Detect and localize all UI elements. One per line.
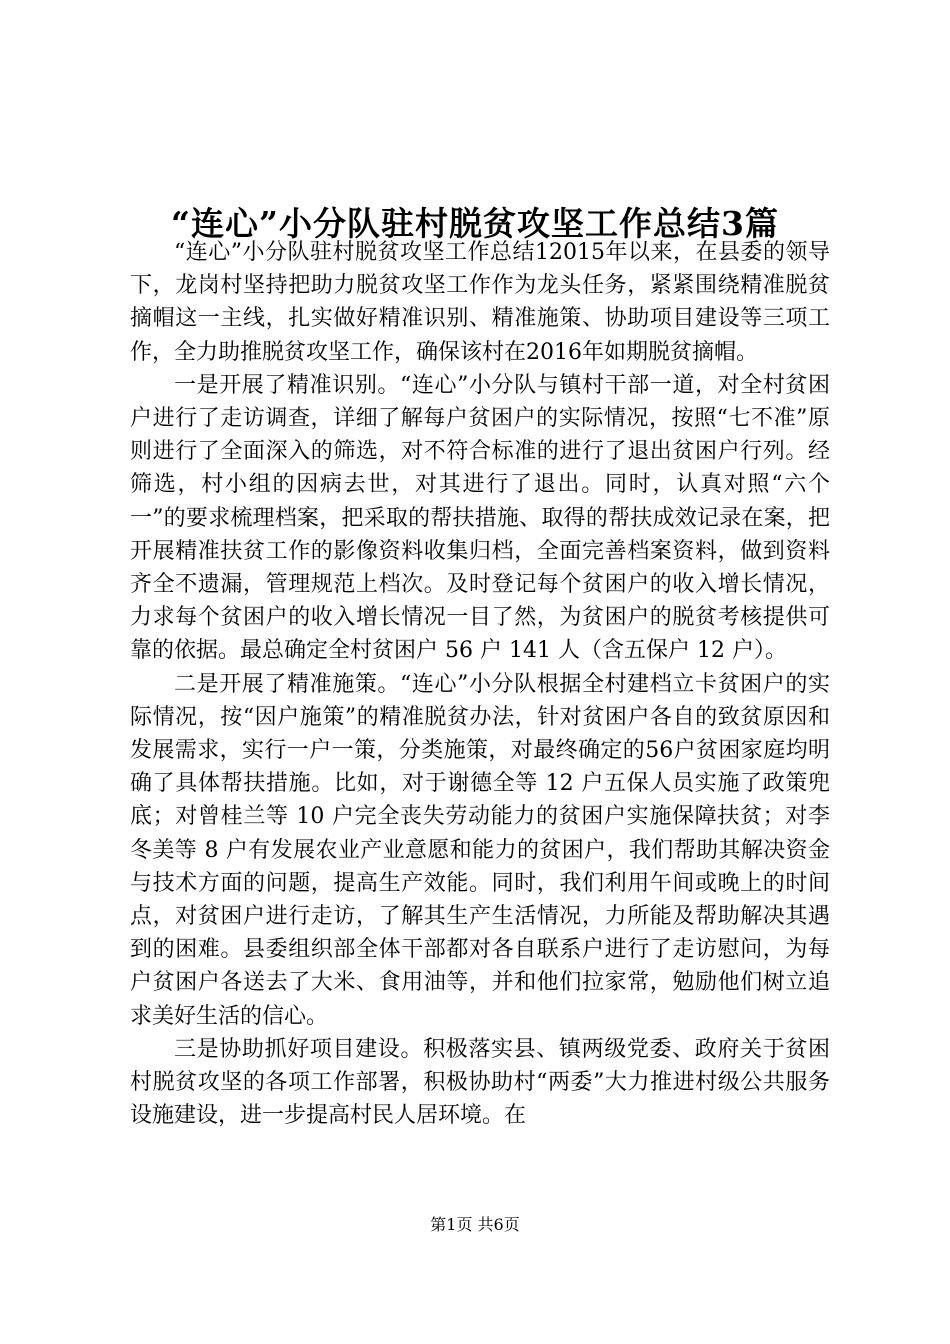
paragraph-precise-measures: 二是开展了精准施策。“连心”小分队根据全村建档立卡贫困户的实际情况，按“因户施策”的精准脱贫办法，针对贫困户各自的致贫原因和发展需求，实行一户一策，分类施策，对最终确定的56户贫困家庭均明确了具体帮扶措施。比如，对于谢德全等 12 户五保人员实施了政策兜底；对曾桂兰等 10 户完全丧失劳动能力的贫困户实施保障扶贫；对李冬美等 8 户有发展农业产业意愿和能力的贫困户，我们帮助其解决资金与技术方面的问题，提高生产效能。同时，我们利用午间或晚上的时间点，对贫困户进行走访，了解其生产生活情况，力所能及帮助解决其遇到的困难。县委组织部全体干部都对各自联系户进行了走访慰问，为每户贫困户各送去了大米、食用油等，并和他们拉家常，勉励他们树立追求美好生活的信心。: [130, 671, 830, 1029]
document-title: “连心”小分队驻村脱贫攻坚工作总结3篇: [171, 204, 779, 244]
paragraph-project-construction: 三是协助抓好项目建设。积极落实县、镇两级党委、政府关于贫困村脱贫攻坚的各项工作部署，积极协助村“两委”大力推进村级公共服务设施建设，进一步提高村民人居环境。在: [130, 1036, 830, 1129]
page-number-footer: 第1页 共6页: [430, 1215, 520, 1234]
document-body: [130, 236, 830, 1132]
paragraph-intro: “连心”小分队驻村脱贫攻坚工作总结12015年以来，在县委的领导下，龙岗村坚持把助力脱贫攻坚工作作为龙头任务，紧紧围绕精准脱贫摘帽这一主线，扎实做好精准识别、精准施策、协助项目建设等三项工作，全力助推脱贫攻坚工作，确保该村在2016年如期脱贫摘帽。: [130, 240, 830, 365]
paragraph-precise-identification: 一是开展了精准识别。“连心”小分队与镇村干部一道，对全村贫困户进行了走访调查，详细了解每户贫困户的实际情况，按照“七不准”原则进行了全面深入的筛选，对不符合标准的进行了退出贫困户行列。经筛选，村小组的因病去世，对其进行了退出。同时，认真对照“六个一”的要求梳理档案，把采取的帮扶措施、取得的帮扶成效记录在案，把开展精准扶贫工作的影像资料收集归档，全面完善档案资料，做到资料齐全不遗漏，管理规范上档次。及时登记每个贫困户的收入增长情况，力求每个贫困户的收入增长情况一目了然，为贫困户的脱贫考核提供可靠的依据。最总确定全村贫困户 56 户 141 人（含五保户 12 户）。: [130, 372, 830, 664]
